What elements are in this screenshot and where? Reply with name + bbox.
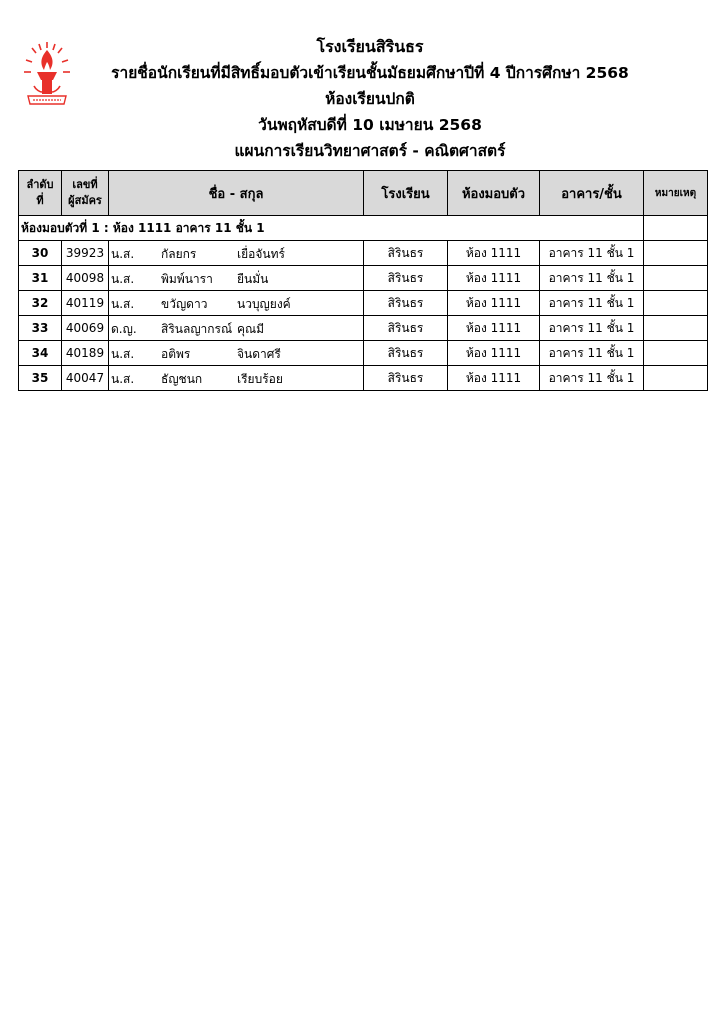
name-prefix: น.ส.	[111, 372, 135, 386]
name-prefix: น.ส.	[111, 297, 135, 311]
group-label: ห้องมอบตัวที่ 1 : ห้อง 1111 อาคาร 11 ชั้น 1	[19, 216, 644, 241]
building-cell: อาคาร 11 ชั้น 1	[540, 316, 644, 341]
applicant-no-cell: 40189	[62, 341, 109, 366]
applicant-no-cell: 40047	[62, 366, 109, 391]
first-name: อติพร	[161, 347, 191, 361]
room-cell: ห้อง 1111	[448, 316, 540, 341]
name-cell	[109, 341, 364, 366]
student-roster-table	[18, 170, 708, 391]
note-cell	[644, 266, 708, 291]
first-name: ธัญชนก	[161, 372, 203, 386]
table-row	[19, 316, 708, 341]
col-header-seq: ลำดับ ที่	[19, 171, 62, 216]
first-name: ขวัญดาว	[161, 297, 208, 311]
building-cell: อาคาร 11 ชั้น 1	[540, 341, 644, 366]
group-note-cell	[644, 216, 708, 241]
applicant-no-cell: 39923	[62, 241, 109, 266]
col-header-applicant-no: เลขที่ ผู้สมัคร	[62, 171, 109, 216]
school-cell: สิรินธร	[364, 366, 448, 391]
building-cell: อาคาร 11 ชั้น 1	[540, 266, 644, 291]
first-name: พิมพ์นารา	[161, 272, 213, 286]
table-row	[19, 266, 708, 291]
name-cell	[109, 366, 364, 391]
seq-cell: 32	[19, 291, 62, 316]
table-row	[19, 341, 708, 366]
last-name: คุณมี	[237, 322, 265, 336]
last-name: เรียบร้อย	[237, 372, 283, 386]
school-logo	[22, 40, 72, 114]
group-row	[19, 216, 708, 241]
table-row	[19, 366, 708, 391]
note-cell	[644, 366, 708, 391]
building-cell: อาคาร 11 ชั้น 1	[540, 291, 644, 316]
seq-cell: 30	[19, 241, 62, 266]
name-cell	[109, 316, 364, 341]
classroom-type: ห้องเรียนปกติ	[325, 90, 415, 108]
applicant-no-cell: 40119	[62, 291, 109, 316]
seq-cell: 31	[19, 266, 62, 291]
applicant-no-cell: 40069	[62, 316, 109, 341]
first-name: กัลยกร	[161, 247, 197, 261]
name-cell	[109, 241, 364, 266]
name-cell	[109, 291, 364, 316]
name-prefix: ด.ญ.	[111, 322, 137, 336]
document-title: รายชื่อนักเรียนที่มีสิทธิ์มอบตัวเข้าเรียนชั้นมัธยมศึกษาปีที่ 4 ปีการศึกษา 2568	[111, 64, 629, 82]
name-prefix: น.ส.	[111, 347, 135, 361]
table-row	[19, 241, 708, 266]
last-name: ยืนมั่น	[237, 272, 269, 286]
table-header-row	[19, 171, 708, 216]
table-row	[19, 291, 708, 316]
document-header	[100, 34, 640, 164]
seq-cell: 33	[19, 316, 62, 341]
school-name: โรงเรียนสิรินธร	[316, 37, 424, 56]
last-name: จินดาศรี	[237, 347, 281, 361]
col-header-note: หมายเหตุ	[644, 171, 708, 216]
room-cell: ห้อง 1111	[448, 341, 540, 366]
col-header-name: ชื่อ - สกุล	[109, 171, 364, 216]
room-cell: ห้อง 1111	[448, 366, 540, 391]
first-name: สิรินลญากรณ์	[161, 322, 233, 336]
note-cell	[644, 341, 708, 366]
col-header-school: โรงเรียน	[364, 171, 448, 216]
last-name: เยื่อจันทร์	[237, 247, 285, 261]
applicant-no-cell: 40098	[62, 266, 109, 291]
last-name: นวบุญยงค์	[237, 297, 291, 311]
school-cell: สิรินธร	[364, 341, 448, 366]
name-prefix: น.ส.	[111, 272, 135, 286]
school-cell: สิรินธร	[364, 241, 448, 266]
room-cell: ห้อง 1111	[448, 291, 540, 316]
program-name: แผนการเรียนวิทยาศาสตร์ - คณิตศาสตร์	[234, 142, 506, 160]
school-cell: สิรินธร	[364, 316, 448, 341]
seq-cell: 34	[19, 341, 62, 366]
building-cell: อาคาร 11 ชั้น 1	[540, 241, 644, 266]
report-date: วันพฤหัสบดีที่ 10 เมษายน 2568	[258, 116, 482, 134]
name-prefix: น.ส.	[111, 247, 135, 261]
note-cell	[644, 241, 708, 266]
school-cell: สิรินธร	[364, 291, 448, 316]
name-cell	[109, 266, 364, 291]
room-cell: ห้อง 1111	[448, 241, 540, 266]
school-cell: สิรินธร	[364, 266, 448, 291]
col-header-building: อาคาร/ชั้น	[540, 171, 644, 216]
col-header-room: ห้องมอบตัว	[448, 171, 540, 216]
seq-cell: 35	[19, 366, 62, 391]
room-cell: ห้อง 1111	[448, 266, 540, 291]
building-cell: อาคาร 11 ชั้น 1	[540, 366, 644, 391]
note-cell	[644, 291, 708, 316]
note-cell	[644, 316, 708, 341]
